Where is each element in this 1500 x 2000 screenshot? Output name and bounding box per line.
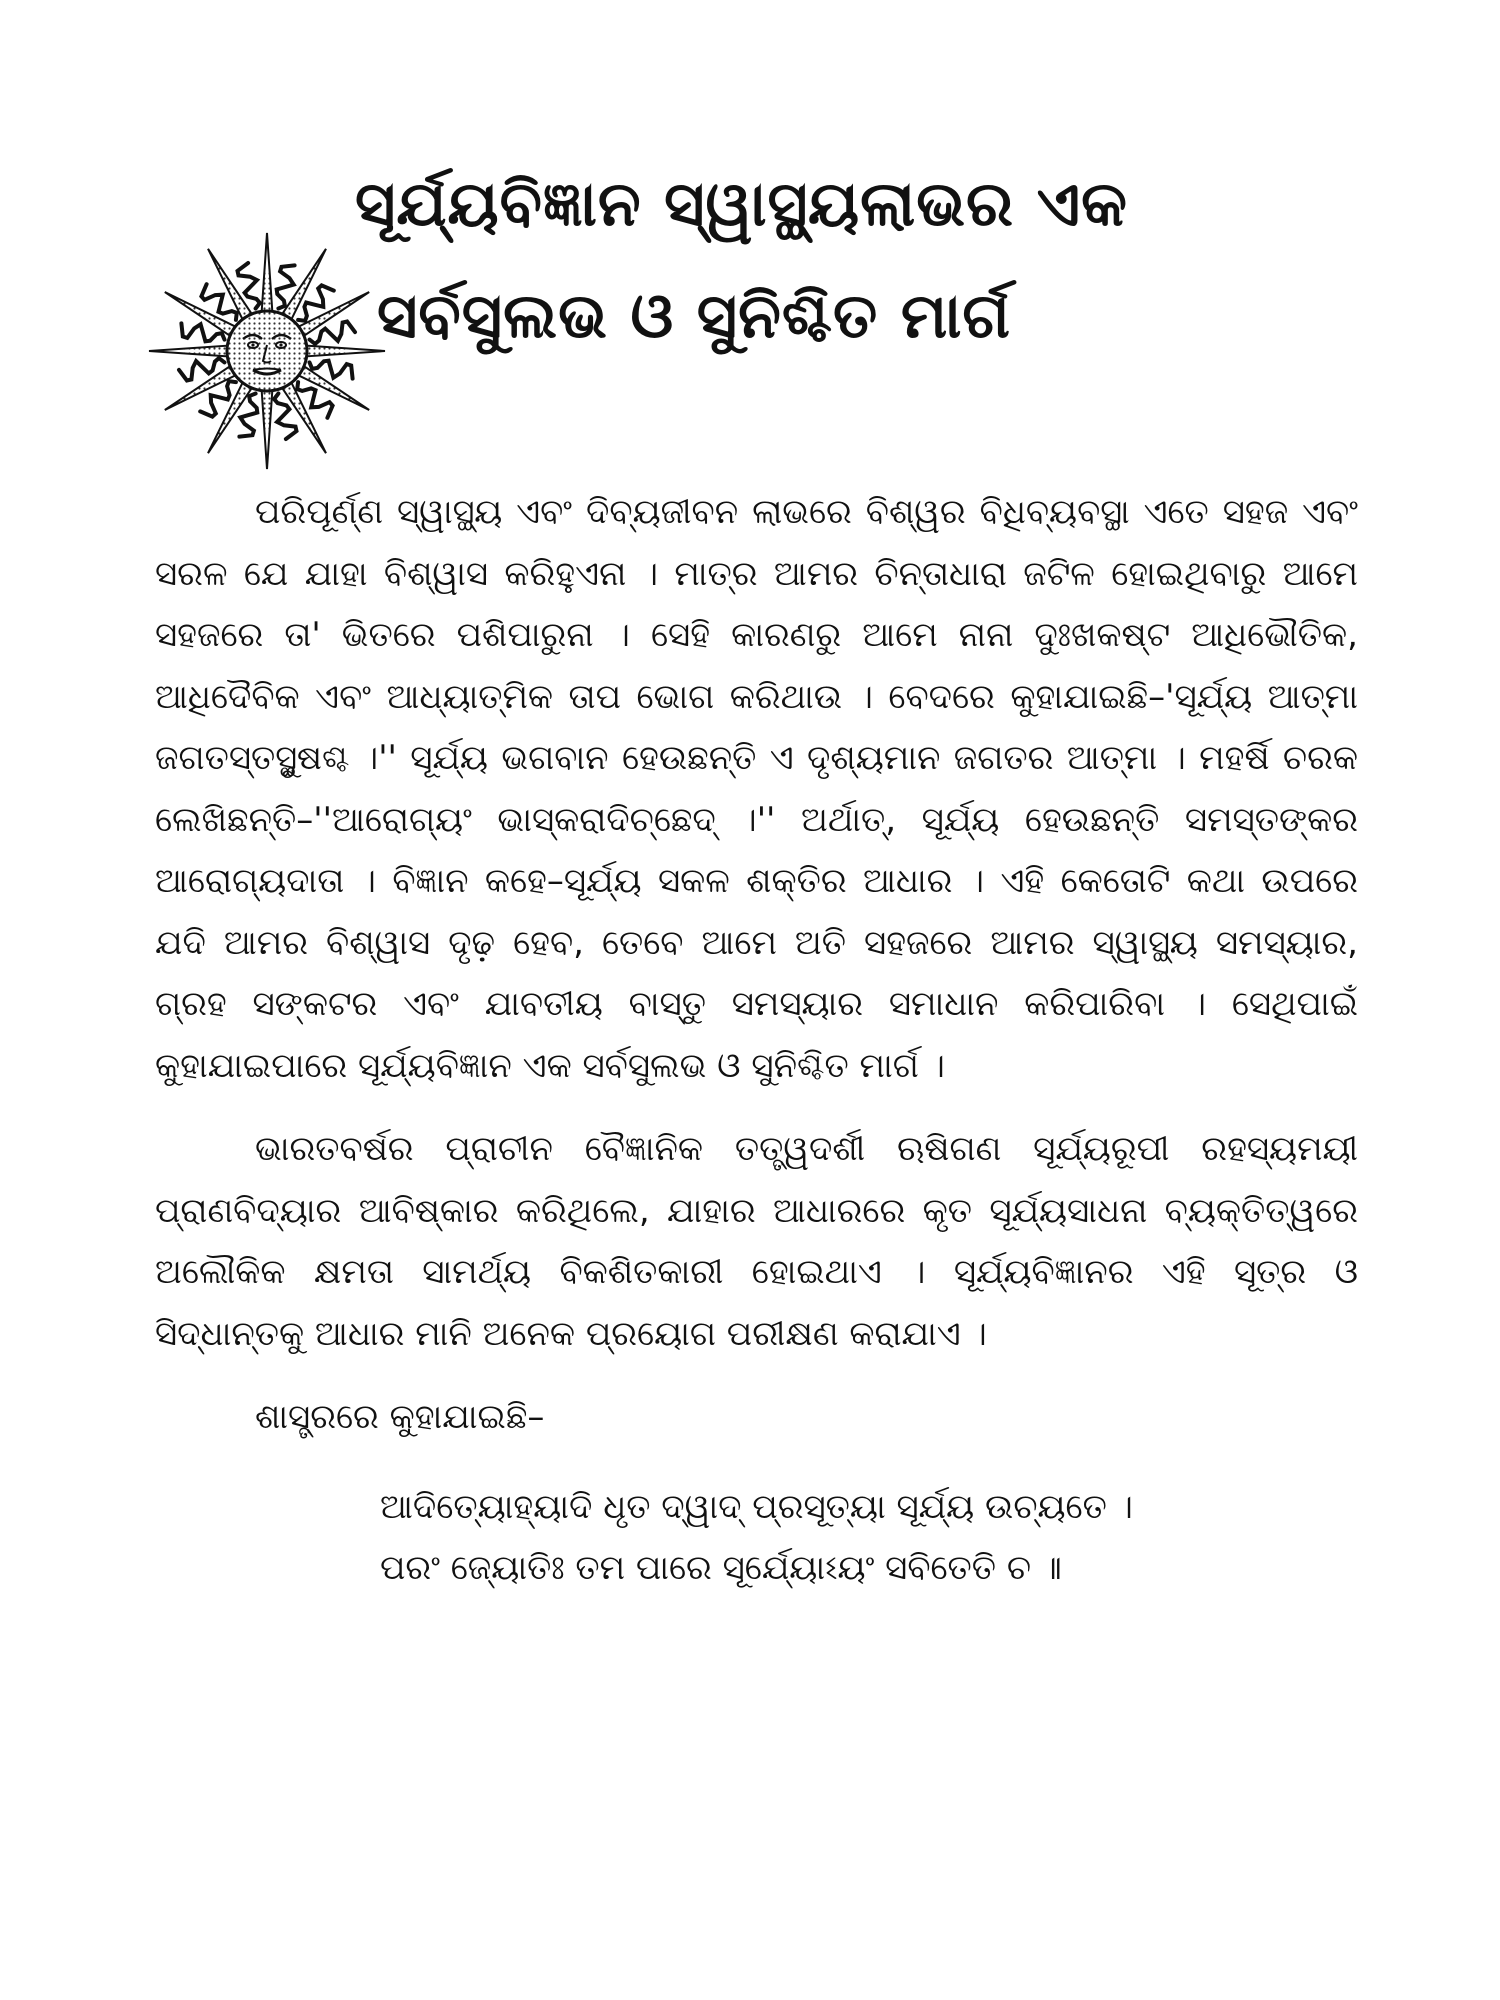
sun-ray bbox=[262, 233, 273, 313]
verse-intro: ଶାସ୍ତ୍ରରେ କୁହାଯାଇଛି– bbox=[255, 1397, 545, 1437]
sun-ray bbox=[262, 389, 273, 469]
page-title bbox=[355, 148, 1355, 372]
sun-ray bbox=[149, 346, 229, 357]
verse-line-2: ପରଂ ଜ୍ୟୋତିଃ ତମ ପାରେ ସୂର୍ଯ୍ୟୋଽୟଂ ସବିତେତି ଚ ॥ bbox=[380, 1548, 1062, 1588]
paragraph-1: ପରିପୂର୍ଣ୍ଣ ସ୍ୱାସ୍ଥ୍ୟ ଏବଂ ଦିବ୍ୟଜୀବନ ଲାଭରେ ବିଶ୍ୱର ବିଧିବ୍ୟବସ୍ଥା ଏତେ ସହଜ ଏବଂ ସରଳ ଯେ ଯାହା ବିଶ୍ୱାସ କରିହୁଏନା । ମାତ୍ର ଆମର ଚିନ୍ତାଧାରା ଜଟିଳ ହୋଇଥିବାରୁ ଆମେ ସହଜରେ ତା' ଭିତରେ ପଶିପାରୁନା । ସେହି କାରଣରୁ ଆମେ ନାନା ଦୁଃଖକଷ୍ଟ ଆଧିଭୌତିକ, ଆଧିଦୈବିକ ଏବଂ ଆଧ୍ୟାତ୍ମିକ ତାପ ଭୋଗ କରିଥାଉ । ବେଦରେ କୁହାଯାଇଛି–'ସୂର୍ଯ୍ୟ ଆତ୍ମା ଜଗତସ୍ତସ୍ଥୁଷଶ୍ଚ ।'' ସୂର୍ଯ୍ୟ ଭଗବାନ ହେଉଛନ୍ତି ଏ ଦୃଶ୍ୟମାନ ଜଗତର ଆତ୍ମା । ମହର୍ଷି ଚରକ ଲେଖିଛନ୍ତି–''ଆରୋଗ୍ୟଂ ଭାସ୍କରାଦିଚ୍ଛେଦ୍ ।'' ଅର୍ଥାତ୍, ସୂର୍ଯ୍ୟ ହେଉଛନ୍ତି ସମସ୍ତଙ୍କର ଆରୋଗ୍ୟଦାତା । ବିଜ୍ଞାନ କହେ–ସୂର୍ଯ୍ୟ ସକଳ ଶକ୍ତିର ଆଧାର । ଏହି କେତୋଟି କଥା ଉପରେ ଯଦି ଆମର ବିଶ୍ୱାସ ଦୃଢ଼ ହେବ, ତେବେ ଆମେ ଅତି ସହଜରେ ଆମର ସ୍ୱାସ୍ଥ୍ୟ ସମସ୍ୟାର, ଗ୍ରହ ସଙ୍କଟର ଏବଂ ଯାବତୀୟ ବାସ୍ତୁ ସମସ୍ୟାର ସମାଧାନ କରିପାରିବା । ସେଥିପାଇଁ କୁହାଯାଇପାରେ ସୂର୍ଯ୍ୟବିଜ୍ଞାନ ଏକ ସର୍ବସୁଲଭ ଓ ସୁନିଶ୍ଚିତ ମାର୍ଗ । bbox=[155, 492, 1358, 1086]
article-body bbox=[155, 482, 1358, 1600]
paragraph-2: ଭାରତବର୍ଷର ପ୍ରାଚୀନ ବୈଜ୍ଞାନିକ ତତ୍ତ୍ୱଦର୍ଶୀ ଋଷିଗଣ ସୂର୍ଯ୍ୟରୂପୀ ରହସ୍ୟମୟୀ ପ୍ରାଣବିଦ୍ୟାର ଆବିଷ୍କାର କରିଥିଲେ, ଯାହାର ଆଧାରରେ କୃତ ସୂର୍ଯ୍ୟସାଧନା ବ୍ୟକ୍ତିତ୍ୱରେ ଅଲୌକିକ କ୍ଷମତା ସାମର୍ଥ୍ୟ ବିକଶିତକାରୀ ହୋଇଥାଏ । ସୂର୍ଯ୍ୟବିଜ୍ଞାନର ଏହି ସୂତ୍ର ଓ ସିଦ୍ଧାନ୍ତକୁ ଆଧାର ମାନି ଅନେକ ପ୍ରୟୋଗ ପରୀକ୍ଷଣ କରାଯାଏ । bbox=[155, 1129, 1358, 1354]
title-line-2: ସର୍ବସୁଲଭ ଓ ସୁନିଶ୍ଚିତ ମାର୍ଗ bbox=[377, 279, 1011, 352]
sanskrit-verse bbox=[155, 1477, 1358, 1600]
verse-line-1: ଆଦିତ୍ୟୋହ୍ୟାଦି ଧୃତ ଦ୍ୱାଦ୍ ପ୍ରସୂତ୍ୟା ସୂର୍ଯ୍ୟ ଉଚ୍ୟତେ । bbox=[380, 1486, 1133, 1527]
title-line-1: ସୂର୍ଯ୍ୟବିଜ୍ଞାନ ସ୍ୱାସ୍ଥ୍ୟଲାଭର ଏକ bbox=[355, 167, 1128, 240]
